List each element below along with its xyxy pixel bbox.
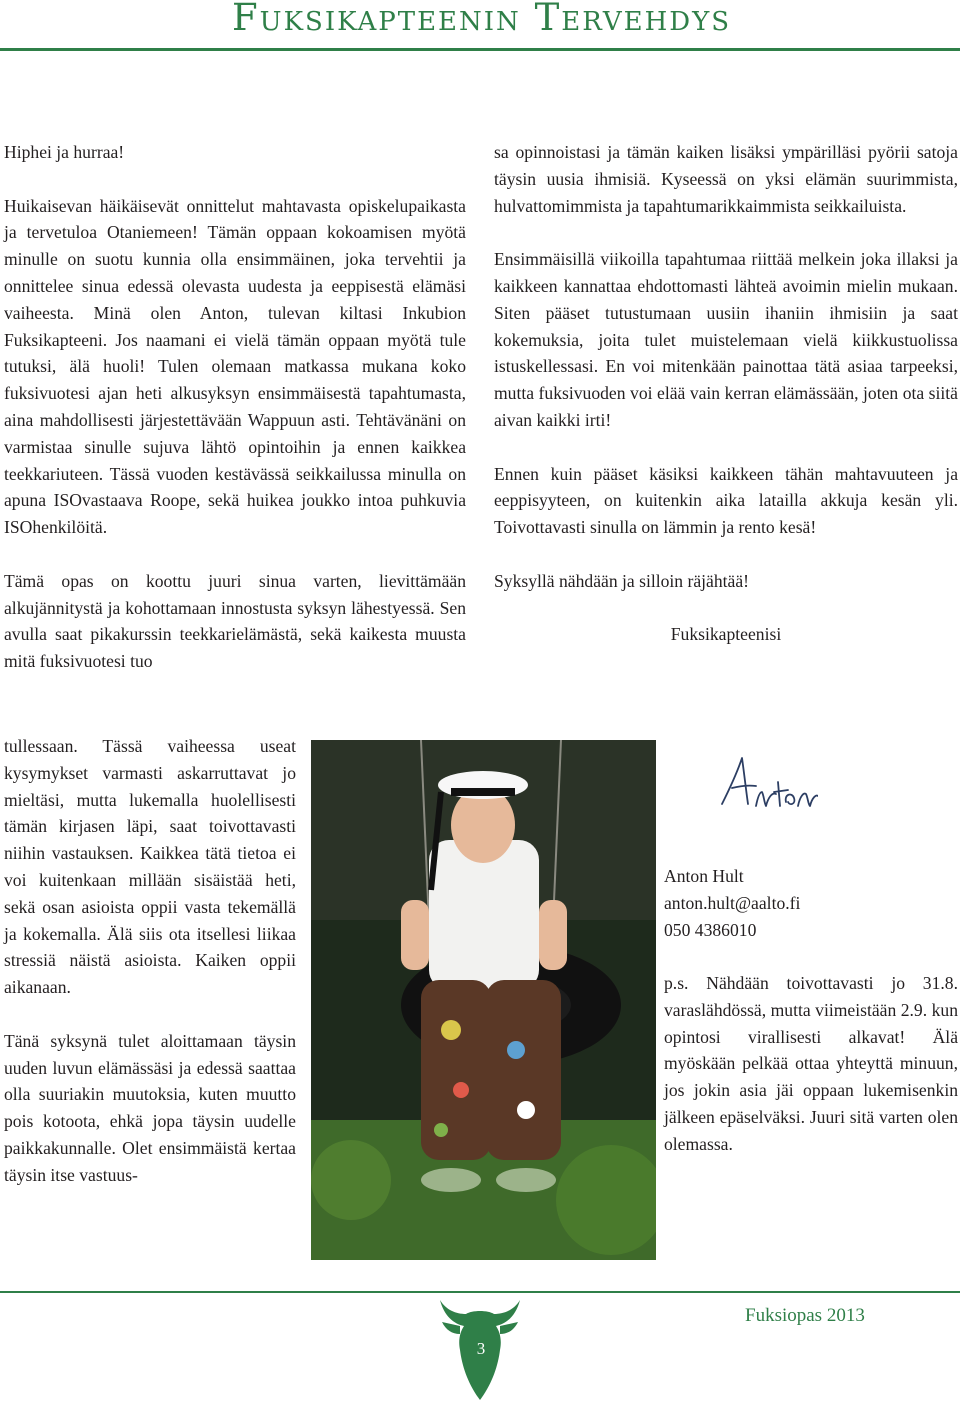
contact-name: Anton Hult (664, 866, 744, 886)
guide-paragraph: Tämä opas on koottu juuri sinua varten, lievittämään alkujännitystä ja kohottamaan innostusta syksyn lähestyessä. Sen avulla saat pikakurssin teekkarielämästä, sekä kaikesta muusta mitä fuksivuotesi tuo (4, 570, 466, 672)
contact-block (664, 863, 958, 943)
first-weeks-paragraph: Ensimmäisillä viikoilla tapahtumaa riittää melkein joka illaksi ja kaikkeen kannattaa ehdottomasti lähteä avoimin mielin mukaan. Siten pääset tutustumaan uusiin ihaniin ihmisiin ja saat kokemuksia, joita tulet muistelemaan vielä kiikkustuolissa istuskellessasi. En voi mitenkään painottaa tätä asiaa tarpeeksi, mutta fuksivuoden voi elää vain kerran elämässään, joten ota siitä aivan kaikki irti! (494, 249, 958, 430)
ps-block (664, 970, 958, 1158)
contact-phone: 050 4386010 (664, 919, 757, 940)
ps-paragraph: p.s. Nähdään toivottavasti jo 31.8. varaslähdössä, mutta viimeistään 2.9. kun opintosi virallisesti alkavat! Älä myöskään pelkää ottaa yhteyttä minuun, jos jokin asia jäi oppaan lukemisenkin jälkeen epäselväksi. Juuri sitä varten olen olemassa. (664, 973, 958, 1154)
page-title: Fuksikapteenin Tervehdys (232, 0, 732, 39)
portrait-photo-illustration (311, 740, 656, 1260)
left-column-narrow (4, 733, 296, 1215)
contact-email[interactable]: anton.hult@aalto.fi (664, 892, 801, 913)
handwritten-signature (718, 752, 818, 812)
see-you-paragraph: Syksyllä nähdään ja silloin räjähtää! (494, 570, 750, 591)
intro-paragraph: Huikaisevan häikäisevät onnittelut mahtavasta opiskelupaikasta ja tervetuloa Otaniemeen! Tämän oppaan kokoamisen myötä minulle on suotu kunnia olla ensimmäinen, joka tervehtii ja onnittelee sinua edessä olevasta uudesta ja eeppisestä elämäsi vaiheesta. Minä olen Anton, tulevan kiltasi Inkubion Fuksikapteeni. Jos naamani ei vielä tämän oppaan myötä tule tutuksi, älä huoli! Tulen olemaan matkassa mukana koko fuksivuotesi ajan heti alkusyksyn ensimmäisestä tapahtumasta, aina mahdollisesti järjestettävään Wappuun asti. Tehtävänäni on varmistaa sinulle sujuva lähtö opintoihin ja ennen kaikkea teekkariuteen. Tässä vuoden kestävässä seikkailussa minulla on apuna ISOvastaava Roope, sekä huikea joukko intoa puhkuvia ISOhenkilöitä. (4, 195, 466, 538)
left-column (4, 139, 466, 675)
guide-paragraph-continued: tullessaan. Tässä vaiheessa useat kysymykset varmasti askarruttavat jo mieltäsi, mutta lukemalla huolellisesti tämän kirjasen läpi, saat toivottavasti niihin vastauksen. Kaikkea tätä tietoa ei voi kuitenkaan millään sisäistää heti, sekä osan asioista oppii vasta tekemällä ja kokemalla. Älä siis ota itsellesi liikaa stressiä näistä asioista. Kaiken oppii aikanaan. (4, 736, 296, 998)
summer-paragraph: Ennen kuin pääset käsiksi kaikkeen tähän mahtavuuteen ja eeppisyyteen, on kuitenkin aika latailla akkuja kesän yli. Toivottavasti sinulla on lämmin ja rento kesä! (494, 463, 958, 538)
header-rule (0, 48, 960, 51)
footer-label: Fuksiopas 2013 (745, 1305, 865, 1326)
autumn-paragraph: Tänä syksynä tulet aloittamaan täysin uuden luvun elämässäsi ja edessä saattaa olla suuriakin muutoksia, kuten muutto pois kotoota, ehkä jopa täysin uudelle paikkakunnalle. Olet ensimmäistä kertaa täysin itse vastuus- (4, 1030, 296, 1185)
page-number: 3 (476, 1339, 486, 1358)
greeting-paragraph: Hiphei ja hurraa! (4, 142, 125, 162)
portrait-photo (311, 740, 656, 1260)
closing-line: Fuksikapteenisi (670, 624, 782, 645)
right-column (494, 139, 958, 675)
responsibility-paragraph: sa opinnoistasi ja tämän kaiken lisäksi ympärilläsi pyörii satoja täysin uusia ihmisiä. Kyseessä on yksi elämän suurimmista, hulvattomimmista ja tapahtumarikkaimmista seikkailuista. (494, 142, 958, 216)
